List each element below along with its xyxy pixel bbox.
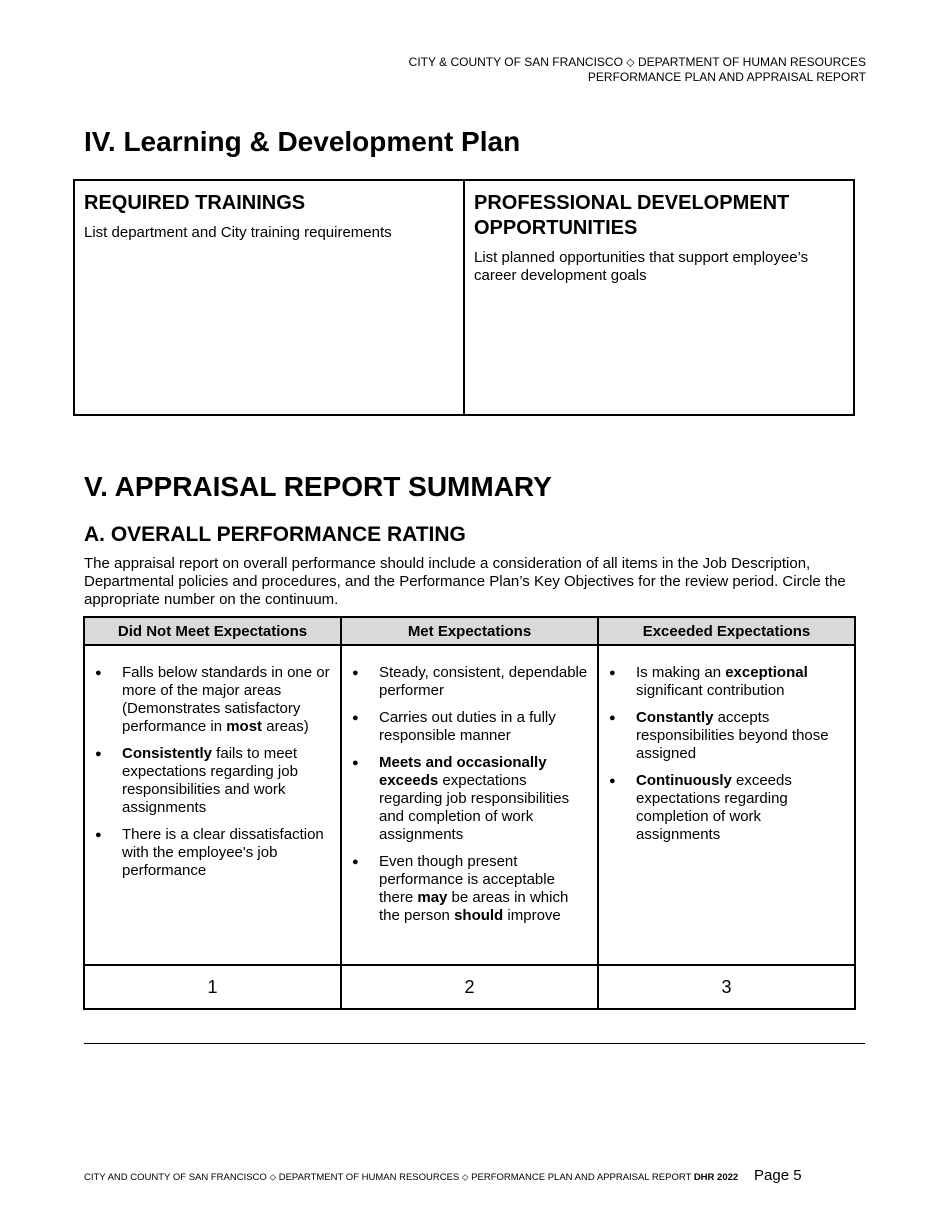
required-trainings-desc: List department and City training requirements	[84, 224, 392, 241]
rating-description-cell	[84, 645, 341, 965]
rating-header: Exceeded Expectations	[598, 617, 855, 645]
rating-number-row	[84, 965, 855, 1009]
bullet-item: ● There is a clear dissatisfaction with the employee's job performance	[95, 826, 332, 880]
learning-development-table	[73, 179, 855, 416]
rating-description-cell	[598, 645, 855, 965]
page-number: Page 5	[754, 1167, 802, 1184]
header-line-1: CITY & COUNTY OF SAN FRANCISCO ⬦ DEPARTMENT OF HUMAN RESOURCES	[408, 55, 866, 69]
professional-development-cell[interactable]	[463, 181, 853, 414]
rating-description-cell	[341, 645, 598, 965]
required-trainings-title: REQUIRED TRAININGS	[84, 192, 306, 214]
rating-number-2[interactable]: 2	[341, 965, 598, 1009]
bullet-item: ● Steady, consistent, dependable performer	[352, 664, 589, 700]
bullet-item: ● Carries out duties in a fully responsible manner	[352, 709, 589, 745]
professional-development-title: PROFESSIONAL DEVELOPMENT OPPORTUNITIES	[474, 192, 790, 239]
divider	[84, 1043, 865, 1044]
section-5-title: V. APPRAISAL REPORT SUMMARY	[84, 471, 552, 502]
header-line-2: PERFORMANCE PLAN AND APPRAISAL REPORT	[587, 70, 866, 84]
bullet-item: ● Is making an exceptional significant contribution	[609, 664, 846, 700]
overall-rating-title: A. OVERALL PERFORMANCE RATING	[84, 523, 466, 546]
rating-description-row	[84, 645, 855, 965]
page-header	[409, 55, 866, 85]
rating-number-3[interactable]: 3	[598, 965, 855, 1009]
rating-header: Did Not Meet Expectations	[84, 617, 341, 645]
bullet-item: ● Even though present performance is acceptable there may be areas in which the person should improve	[352, 853, 589, 925]
footer	[84, 1172, 738, 1183]
rating-table	[83, 616, 856, 1010]
bullet-list	[95, 664, 332, 880]
bullet-item: ● Meets and occasionally exceeds expectations regarding job responsibilities and completion of work assignments	[352, 754, 589, 844]
bullet-list	[352, 664, 589, 925]
rating-header-row	[84, 617, 855, 645]
footer-code: DHR 2022	[693, 1172, 739, 1183]
rating-number-1[interactable]: 1	[84, 965, 341, 1009]
required-trainings-cell[interactable]	[75, 181, 463, 414]
bullet-item: ● Falls below standards in one or more of the major areas (Demonstrates satisfactory performance in most areas)	[95, 664, 332, 736]
professional-development-desc: List planned opportunities that support employee’s career development goals	[474, 249, 809, 284]
bullet-item: ● Constantly accepts responsibilities beyond those assigned	[609, 709, 846, 763]
footer-text: CITY AND COUNTY OF SAN FRANCISCO ⬦ DEPARTMENT OF HUMAN RESOURCES ⬦ PERFORMANCE PLAN AND APPRAISAL REPORT	[84, 1172, 692, 1183]
rating-header: Met Expectations	[341, 617, 598, 645]
bullet-item: ● Consistently fails to meet expectations regarding job responsibilities and work assignments	[95, 745, 332, 817]
overall-rating-intro: The appraisal report on overall performance should include a consideration of all items in the Job Description, Departmental policies and procedures, and the Performance Plan’s Key Objectives for the review period. Circle the appropriate number on the continuum.	[84, 555, 846, 608]
bullet-item: ● Continuously exceeds expectations regarding completion of work assignments	[609, 772, 846, 844]
section-4-title: IV. Learning & Development Plan	[84, 126, 521, 157]
bullet-list	[609, 664, 846, 844]
